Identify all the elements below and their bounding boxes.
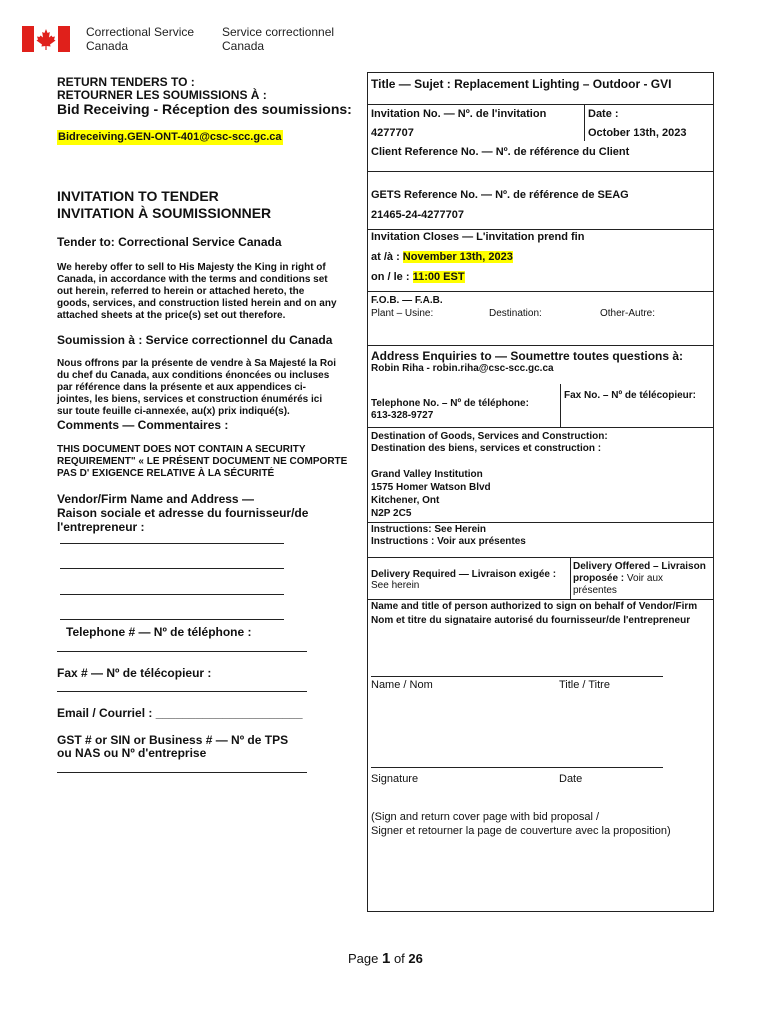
vendor-label-line: l'entrepreneur : bbox=[57, 520, 145, 534]
sign-return-fr: Signer et retourner la page de couverture avec la proposition) bbox=[371, 825, 671, 837]
offer-fr-line: sur toute feuille ci-annexée, au(x) prix indiqué(s). bbox=[57, 406, 290, 417]
gst-label-fr: ou NAS ou Nº d'entreprise bbox=[57, 746, 207, 760]
return-tenders-fr: RETOURNER LES SOUMISSIONS À : bbox=[57, 88, 267, 102]
delivery-required: See herein bbox=[371, 580, 420, 591]
offer-en-line: goods, services, and construction listed herein and on any bbox=[57, 298, 337, 309]
delivery-offered-label-2: proposée : bbox=[573, 573, 627, 584]
offer-en-line: Canada, in accordance with the terms and conditions set bbox=[57, 274, 328, 285]
dept-en-line2: Canada bbox=[86, 39, 129, 53]
offer-en-line: attached sheets at the price(s) set out therefore. bbox=[57, 310, 286, 321]
soumission: Soumission à : Service correctionnel du Canada bbox=[57, 333, 333, 347]
fax-field[interactable] bbox=[57, 691, 307, 692]
name-title-line[interactable] bbox=[371, 676, 663, 677]
address-line: N2P 2C5 bbox=[371, 508, 412, 519]
signature-date-label: Date bbox=[559, 773, 583, 785]
client-reference: Client Reference No. — Nº. de référence du Client bbox=[371, 146, 630, 158]
dept-en-line1: Correctional Service bbox=[86, 25, 195, 39]
tender-form-table bbox=[367, 72, 714, 912]
form-title: Title — Sujet : Replacement Lighting – Outdoor - GVI bbox=[371, 77, 672, 91]
offer-en-line: out herein, referred to herein or attached hereto, the bbox=[57, 286, 305, 297]
dept-fr-line2: Canada bbox=[222, 39, 265, 53]
telephone-no-label: Telephone No. – Nº de téléphone: bbox=[371, 398, 529, 409]
telephone-label: Telephone # — Nº de téléphone : bbox=[66, 625, 252, 639]
invitation-title-fr: INVITATION À SOUMISSIONNER bbox=[57, 205, 272, 221]
security-line: REQUIREMENT" « LE PRÉSENT DOCUMENT NE COMPORTE bbox=[57, 456, 348, 467]
name-label: Name / Nom bbox=[371, 679, 433, 691]
closes-time: 11:00 EST bbox=[412, 271, 465, 283]
gst-label-en: GST # or SIN or Business # — Nº de TPS bbox=[57, 733, 289, 747]
department-name-en bbox=[86, 25, 194, 53]
on-label: on / le : bbox=[371, 271, 413, 283]
gets-ref: 21465-24-4277707 bbox=[371, 209, 464, 221]
return-tenders-en: RETURN TENDERS TO : bbox=[57, 75, 195, 89]
fax-no-label: Fax No. – Nº de télécopieur: bbox=[564, 390, 697, 401]
date-value: October 13th, 2023 bbox=[588, 127, 687, 139]
vendor-label-line: Raison sociale et adresse du fournisseur/de bbox=[57, 506, 309, 520]
page-total: 26 bbox=[408, 951, 423, 966]
closes-label: Invitation Closes — L'invitation prend fin bbox=[371, 231, 585, 243]
closes-date: November 13th, 2023 bbox=[402, 251, 513, 263]
bid-receiving: Bid Receiving - Réception des soumissions: bbox=[57, 101, 352, 117]
comments-label: Comments — Commentaires : bbox=[57, 418, 229, 432]
page-prefix: Page bbox=[348, 951, 382, 966]
offer-en-line: We hereby offer to sell to His Majesty the King in right of bbox=[57, 262, 326, 273]
signature-line[interactable] bbox=[371, 767, 663, 768]
closes-date-row bbox=[371, 251, 513, 264]
tender-to: Tender to: Correctional Service Canada bbox=[57, 235, 282, 249]
title-label: Title / Titre bbox=[559, 679, 610, 691]
offer-fr-line: par référence dans la présente et aux appendices ci- bbox=[57, 382, 306, 393]
vendor-address-line[interactable] bbox=[60, 543, 284, 544]
telephone-no: 613-328-9727 bbox=[371, 410, 434, 421]
offer-en bbox=[57, 262, 337, 322]
canada-flag-logo bbox=[22, 26, 70, 52]
security-line: PAS D' EXIGENCE RELATIVE À LA SÉCURITÉ bbox=[57, 468, 275, 479]
telephone-field[interactable] bbox=[57, 651, 307, 652]
at-label: at /à : bbox=[371, 251, 403, 263]
invitation-title-en: INVITATION TO TENDER bbox=[57, 188, 219, 204]
delivery-offered-value: Voir aux bbox=[626, 573, 664, 584]
gets-ref-label: GETS Reference No. — Nº. de référence de SEAG bbox=[371, 189, 629, 201]
vendor-label-line: Vendor/Firm Name and Address — bbox=[57, 492, 254, 506]
delivery-address bbox=[371, 469, 491, 520]
date-label: Date : bbox=[588, 108, 619, 120]
offer-fr-line: jointes, les biens, services et construction énumérés ici bbox=[57, 394, 323, 405]
page-number bbox=[348, 951, 423, 967]
address-line: Kitchener, Ont bbox=[371, 495, 440, 506]
delivery-offered-value-2: présentes bbox=[573, 585, 617, 596]
fax-label: Fax # — Nº de télécopieur : bbox=[57, 666, 212, 680]
invitation-no: 4277707 bbox=[371, 127, 414, 139]
gst-field[interactable] bbox=[57, 772, 307, 773]
offer-fr-line: du chef du Canada, aux conditions énoncées ou incluses bbox=[57, 370, 330, 381]
page-of: of bbox=[390, 951, 409, 966]
bid-receiving-email[interactable]: Bidreceiving.GEN-ONT-401@csc-scc.gc.ca bbox=[58, 131, 282, 143]
authorized-person-fr: Nom et titre du signataire autorisé du fournisseur/de l'entrepreneur bbox=[371, 615, 691, 626]
vendor-label bbox=[57, 492, 308, 534]
enquiries-label: Address Enquiries to — Soumettre toutes questions à: bbox=[371, 349, 684, 363]
destination-label: Destination: bbox=[489, 308, 542, 319]
address-line: 1575 Homer Watson Blvd bbox=[371, 482, 491, 493]
email-field[interactable]: Email / Courriel : ______________________ bbox=[57, 706, 303, 720]
closes-time-row bbox=[371, 271, 465, 284]
destination-goods-en: Destination of Goods, Services and Construction: bbox=[371, 431, 608, 442]
dept-fr-line1: Service correctionnel bbox=[222, 25, 335, 39]
vendor-address-line[interactable] bbox=[60, 594, 284, 595]
fob-label: F.O.B. — F.A.B. bbox=[371, 295, 443, 306]
instructions-en: Instructions: See Herein bbox=[371, 524, 487, 535]
invitation-no-label: Invitation No. — Nº. de l'invitation bbox=[371, 108, 547, 120]
page-current: 1 bbox=[381, 950, 391, 967]
other-label: Other-Autre: bbox=[600, 308, 656, 319]
delivery-offered-label: Delivery Offered – Livraison bbox=[573, 561, 706, 572]
enquiries-contact: Robin Riha - robin.riha@csc-scc.gc.ca bbox=[371, 363, 554, 374]
security-line: THIS DOCUMENT DOES NOT CONTAIN A SECURITY bbox=[57, 444, 306, 455]
vendor-address-line[interactable] bbox=[60, 619, 284, 620]
delivery-required-label: Delivery Required — Livraison exigée : bbox=[371, 569, 557, 580]
authorized-person-en: Name and title of person authorized to sign on behalf of Vendor/Firm bbox=[371, 601, 698, 612]
instructions-fr: Instructions : Voir aux présentes bbox=[371, 536, 526, 547]
department-name-fr bbox=[222, 25, 334, 53]
address-line: Grand Valley Institution bbox=[371, 469, 483, 480]
delivery-offered bbox=[573, 561, 706, 597]
security-statement bbox=[57, 444, 347, 480]
offer-fr-line: Nous offrons par la présente de vendre à Sa Majesté la Roi bbox=[57, 358, 336, 369]
plant-label: Plant – Usine: bbox=[371, 308, 434, 319]
destination-goods-fr: Destination des biens, services et construction : bbox=[371, 443, 602, 454]
sign-return-en: (Sign and return cover page with bid proposal / bbox=[371, 811, 600, 823]
vendor-address-line[interactable] bbox=[60, 568, 284, 569]
signature-label: Signature bbox=[371, 773, 419, 785]
offer-fr bbox=[57, 358, 336, 418]
